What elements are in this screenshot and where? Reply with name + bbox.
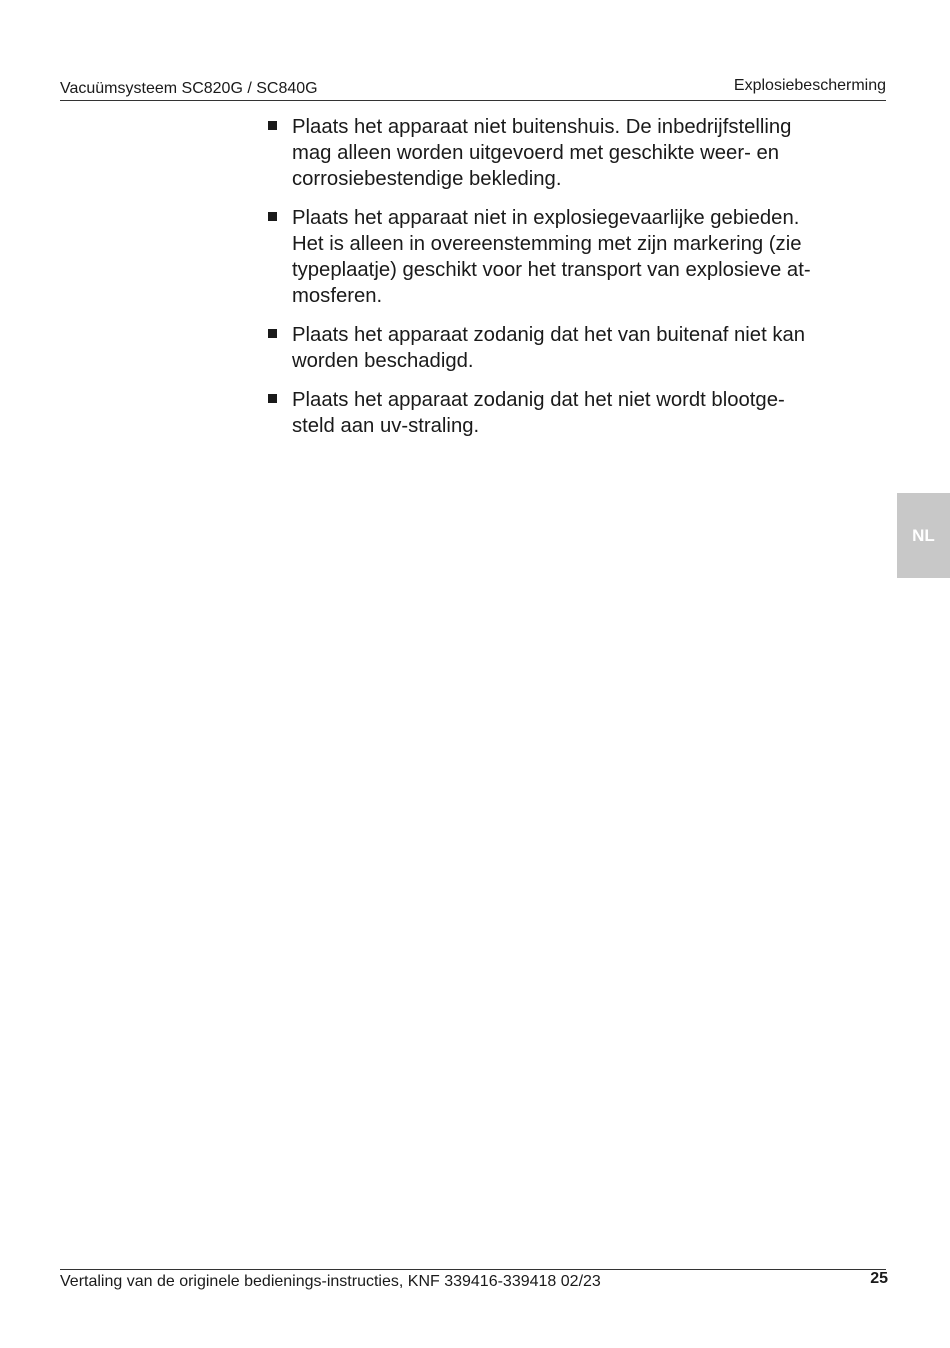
bullet-item [266, 114, 886, 192]
bullet-line: steld aan uv-straling. [292, 415, 480, 437]
language-tab-label: NL [912, 525, 935, 545]
footer-divider [60, 1269, 886, 1270]
bullet-item [266, 322, 886, 374]
bullet-line: Plaats het apparaat niet buitenshuis. De inbedrijfstelling [292, 116, 792, 138]
square-bullet-icon [268, 121, 277, 130]
footer-text: Vertaling van de originele bedienings-instructies, KNF 339416-339418 02/23 [60, 1273, 601, 1290]
bullet-item [266, 205, 886, 309]
section-title: Explosiebescherming [733, 77, 886, 94]
bullet-item [266, 387, 886, 439]
bullet-line: corrosiebestendige bekleding. [292, 168, 562, 190]
safety-bullet-list [266, 114, 886, 452]
bullet-line: Plaats het apparaat zodanig dat het niet wordt blootge- [292, 389, 785, 411]
bullet-line: worden beschadigd. [292, 350, 474, 372]
bullet-line: mag alleen worden uitgevoerd met geschikte weer- en [292, 142, 780, 164]
square-bullet-icon [268, 212, 277, 221]
bullet-line: typeplaatje) geschikt voor het transport van explosieve at- [292, 259, 811, 281]
language-tab [897, 493, 950, 578]
square-bullet-icon [268, 329, 277, 338]
bullet-line: Het is alleen in overeenstemming met zijn markering (zie [292, 233, 802, 255]
page-number: 25 [870, 1270, 888, 1287]
bullet-line: mosferen. [292, 285, 383, 307]
document-title: Vacuümsysteem SC820G / SC840G [60, 80, 318, 97]
square-bullet-icon [268, 394, 277, 403]
bullet-line: Plaats het apparaat zodanig dat het van buitenaf niet kan [292, 324, 806, 346]
header-divider [60, 100, 886, 101]
bullet-line: Plaats het apparaat niet in explosiegevaarlijke gebieden. [292, 207, 800, 229]
